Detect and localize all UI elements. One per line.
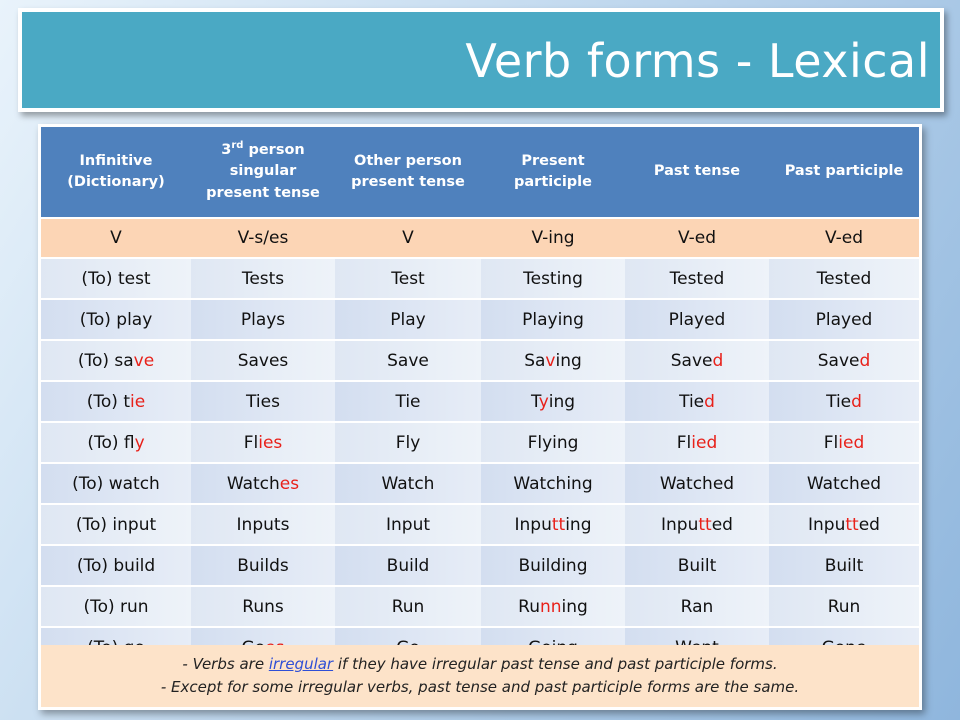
cell-past-tense <box>625 258 769 299</box>
cell-third-person <box>191 340 335 381</box>
word-segment: Tested <box>816 268 872 289</box>
word-segment: Playing <box>522 309 584 330</box>
highlighted-letters: d <box>704 391 715 412</box>
cell-present-participle <box>481 463 625 504</box>
header-third-person-rest2: singular <box>229 163 297 180</box>
word-segment: (To) play <box>79 309 153 330</box>
cell-past-participle <box>769 545 919 586</box>
cell-past-tense <box>625 545 769 586</box>
word-segment: Built <box>677 555 717 576</box>
cell-other-person <box>335 545 481 586</box>
word-segment: Test <box>391 268 425 289</box>
verb-table-card <box>38 124 922 710</box>
word-segment: Input <box>385 514 431 535</box>
word-segment: Fly <box>395 432 421 453</box>
header-infinitive-line2: (Dictionary) <box>67 174 165 190</box>
word-segment: Building <box>518 555 588 576</box>
word-segment: Played <box>815 309 873 330</box>
highlighted-letters: tt <box>845 514 859 535</box>
table-row <box>41 545 919 586</box>
word-segment: Ran <box>680 596 714 617</box>
cell-present-participle <box>481 586 625 627</box>
word-segment: Fl <box>243 432 259 453</box>
formula-cell: V-ing <box>481 218 625 258</box>
word-segment: ed <box>711 514 733 535</box>
cell-infinitive <box>41 381 191 422</box>
word-segment: Inpu <box>808 514 846 535</box>
cell-past-tense <box>625 422 769 463</box>
header-present-participle <box>481 127 625 218</box>
word-segment: Builds <box>237 555 289 576</box>
header-past-tense: Past tense <box>625 127 769 218</box>
word-segment: (To) run <box>83 596 149 617</box>
cell-third-person <box>191 258 335 299</box>
word-segment: Ties <box>246 391 280 412</box>
word-segment: ing <box>561 596 588 617</box>
header-infinitive-line1: Infinitive <box>79 152 153 169</box>
cell-present-participle <box>481 545 625 586</box>
cell-third-person <box>191 504 335 545</box>
word-segment: Tie <box>679 391 705 412</box>
table-row <box>41 258 919 299</box>
highlighted-letters: ies <box>258 432 283 453</box>
highlighted-letters: ied <box>838 432 865 453</box>
cell-infinitive <box>41 258 191 299</box>
header-present-participle-line2: participle <box>514 174 592 190</box>
word-segment: Watched <box>806 473 882 494</box>
word-segment: Save <box>387 350 429 371</box>
highlighted-letters: ied <box>691 432 718 453</box>
word-segment: Inpu <box>514 514 552 535</box>
cell-other-person <box>335 340 481 381</box>
cell-past-participle <box>769 463 919 504</box>
cell-present-participle <box>481 258 625 299</box>
formula-cell: V <box>335 218 481 258</box>
header-other-person <box>335 127 481 218</box>
word-segment: Flying <box>527 432 579 453</box>
cell-past-participle <box>769 340 919 381</box>
cell-other-person <box>335 463 481 504</box>
highlighted-letters: y <box>538 391 549 412</box>
word-segment: Inpu <box>661 514 699 535</box>
header-other-person-line2: present tense <box>351 174 465 190</box>
cell-infinitive <box>41 299 191 340</box>
table-row <box>41 422 919 463</box>
cell-past-tense <box>625 463 769 504</box>
cell-past-participle <box>769 422 919 463</box>
highlighted-letters: d <box>851 391 862 412</box>
word-segment: ing <box>548 391 576 412</box>
cell-present-participle <box>481 340 625 381</box>
cell-past-participle <box>769 586 919 627</box>
cell-past-participle <box>769 381 919 422</box>
word-segment: Build <box>386 555 430 576</box>
footnote-line2: - Except for some irregular verbs, past tense and past participle forms are the same. <box>160 677 800 696</box>
word-segment: Inputs <box>236 514 290 535</box>
cell-infinitive <box>41 340 191 381</box>
word-segment: (To) build <box>76 555 156 576</box>
cell-other-person <box>335 299 481 340</box>
cell-infinitive <box>41 422 191 463</box>
cell-past-tense <box>625 299 769 340</box>
header-third-person-rest3: present tense <box>206 184 320 201</box>
cell-other-person <box>335 504 481 545</box>
word-segment: Runs <box>242 596 284 617</box>
header-third-person-num: 3 <box>221 142 232 159</box>
word-segment: Watched <box>659 473 735 494</box>
header-infinitive <box>41 127 191 218</box>
highlighted-letters: ie <box>130 391 146 412</box>
cell-infinitive <box>41 586 191 627</box>
header-other-person-line1: Other person <box>354 152 462 169</box>
word-segment: (To) sa <box>77 350 134 371</box>
word-segment: Tested <box>669 268 725 289</box>
cell-infinitive <box>41 463 191 504</box>
formula-cell: V <box>41 218 191 258</box>
highlighted-letters: d <box>712 350 724 371</box>
word-segment: Saves <box>237 350 289 371</box>
cell-present-participle <box>481 422 625 463</box>
footnote-line1-after: if they have irregular past tense and past participle forms. <box>333 655 778 673</box>
cell-other-person <box>335 258 481 299</box>
cell-infinitive <box>41 504 191 545</box>
word-segment: (To) watch <box>72 473 160 494</box>
word-segment: Fl <box>676 432 692 453</box>
highlighted-letters: es <box>279 473 300 494</box>
cell-third-person <box>191 381 335 422</box>
word-segment: T <box>530 391 539 412</box>
word-segment: Testing <box>523 268 583 289</box>
footnote-box <box>41 645 919 707</box>
word-segment: Play <box>390 309 426 330</box>
formula-cell: V-ed <box>769 218 919 258</box>
footnote-line1 <box>41 653 919 676</box>
word-segment: Watch <box>226 473 280 494</box>
cell-past-participle <box>769 258 919 299</box>
header-present-participle-line1: Present <box>521 152 585 169</box>
cell-third-person <box>191 545 335 586</box>
word-segment: Save <box>670 350 713 371</box>
cell-third-person <box>191 586 335 627</box>
word-segment: ing <box>565 514 592 535</box>
cell-third-person <box>191 299 335 340</box>
word-segment: Fl <box>823 432 839 453</box>
table-row <box>41 463 919 504</box>
highlighted-letters: ve <box>133 350 155 371</box>
highlighted-letters: tt <box>698 514 712 535</box>
word-segment: Run <box>391 596 425 617</box>
cell-past-participle <box>769 504 919 545</box>
table-row <box>41 586 919 627</box>
word-segment: (To) t <box>86 391 131 412</box>
formula-row <box>41 218 919 258</box>
cell-past-tense <box>625 504 769 545</box>
cell-other-person <box>335 422 481 463</box>
word-segment: Built <box>824 555 864 576</box>
table-row <box>41 340 919 381</box>
word-segment: (To) input <box>75 514 157 535</box>
word-segment: ed <box>858 514 880 535</box>
word-segment: ing <box>555 350 582 371</box>
cell-past-tense <box>625 340 769 381</box>
table-row <box>41 504 919 545</box>
irregular-link[interactable]: irregular <box>268 655 334 673</box>
word-segment: Tie <box>826 391 852 412</box>
cell-past-tense <box>625 381 769 422</box>
table-row <box>41 299 919 340</box>
word-segment: Save <box>817 350 860 371</box>
word-segment: Played <box>668 309 726 330</box>
word-segment: (To) test <box>81 268 151 289</box>
header-third-person <box>191 127 335 218</box>
highlighted-letters: y <box>134 432 145 453</box>
cell-past-participle <box>769 299 919 340</box>
word-segment: Tie <box>395 391 421 412</box>
header-third-person-rest1: person <box>243 142 305 159</box>
highlighted-letters: v <box>545 350 556 371</box>
verb-forms-table <box>41 127 919 669</box>
header-past-participle: Past participle <box>769 127 919 218</box>
word-segment: Plays <box>240 309 286 330</box>
cell-third-person <box>191 463 335 504</box>
table-row <box>41 381 919 422</box>
word-segment: (To) fl <box>87 432 135 453</box>
cell-present-participle <box>481 299 625 340</box>
footnote-line1-before: - Verbs are <box>182 655 269 673</box>
formula-cell: V-ed <box>625 218 769 258</box>
header-third-person-sup: rd <box>231 140 244 152</box>
formula-cell: V-s/es <box>191 218 335 258</box>
cell-present-participle <box>481 504 625 545</box>
word-segment: Ru <box>518 596 540 617</box>
highlighted-letters: d <box>859 350 871 371</box>
slide-title: Verb forms - Lexical <box>465 34 930 88</box>
word-segment: Sa <box>524 350 546 371</box>
cell-past-tense <box>625 586 769 627</box>
word-segment: Run <box>827 596 861 617</box>
cell-other-person <box>335 586 481 627</box>
title-bar <box>18 8 944 112</box>
cell-other-person <box>335 381 481 422</box>
cell-third-person <box>191 422 335 463</box>
highlighted-letters: tt <box>551 514 566 535</box>
word-segment: Watching <box>513 473 593 494</box>
header-row <box>41 127 919 218</box>
cell-infinitive <box>41 545 191 586</box>
word-segment: Tests <box>241 268 285 289</box>
word-segment: Watch <box>381 473 435 494</box>
highlighted-letters: nn <box>539 596 562 617</box>
cell-present-participle <box>481 381 625 422</box>
